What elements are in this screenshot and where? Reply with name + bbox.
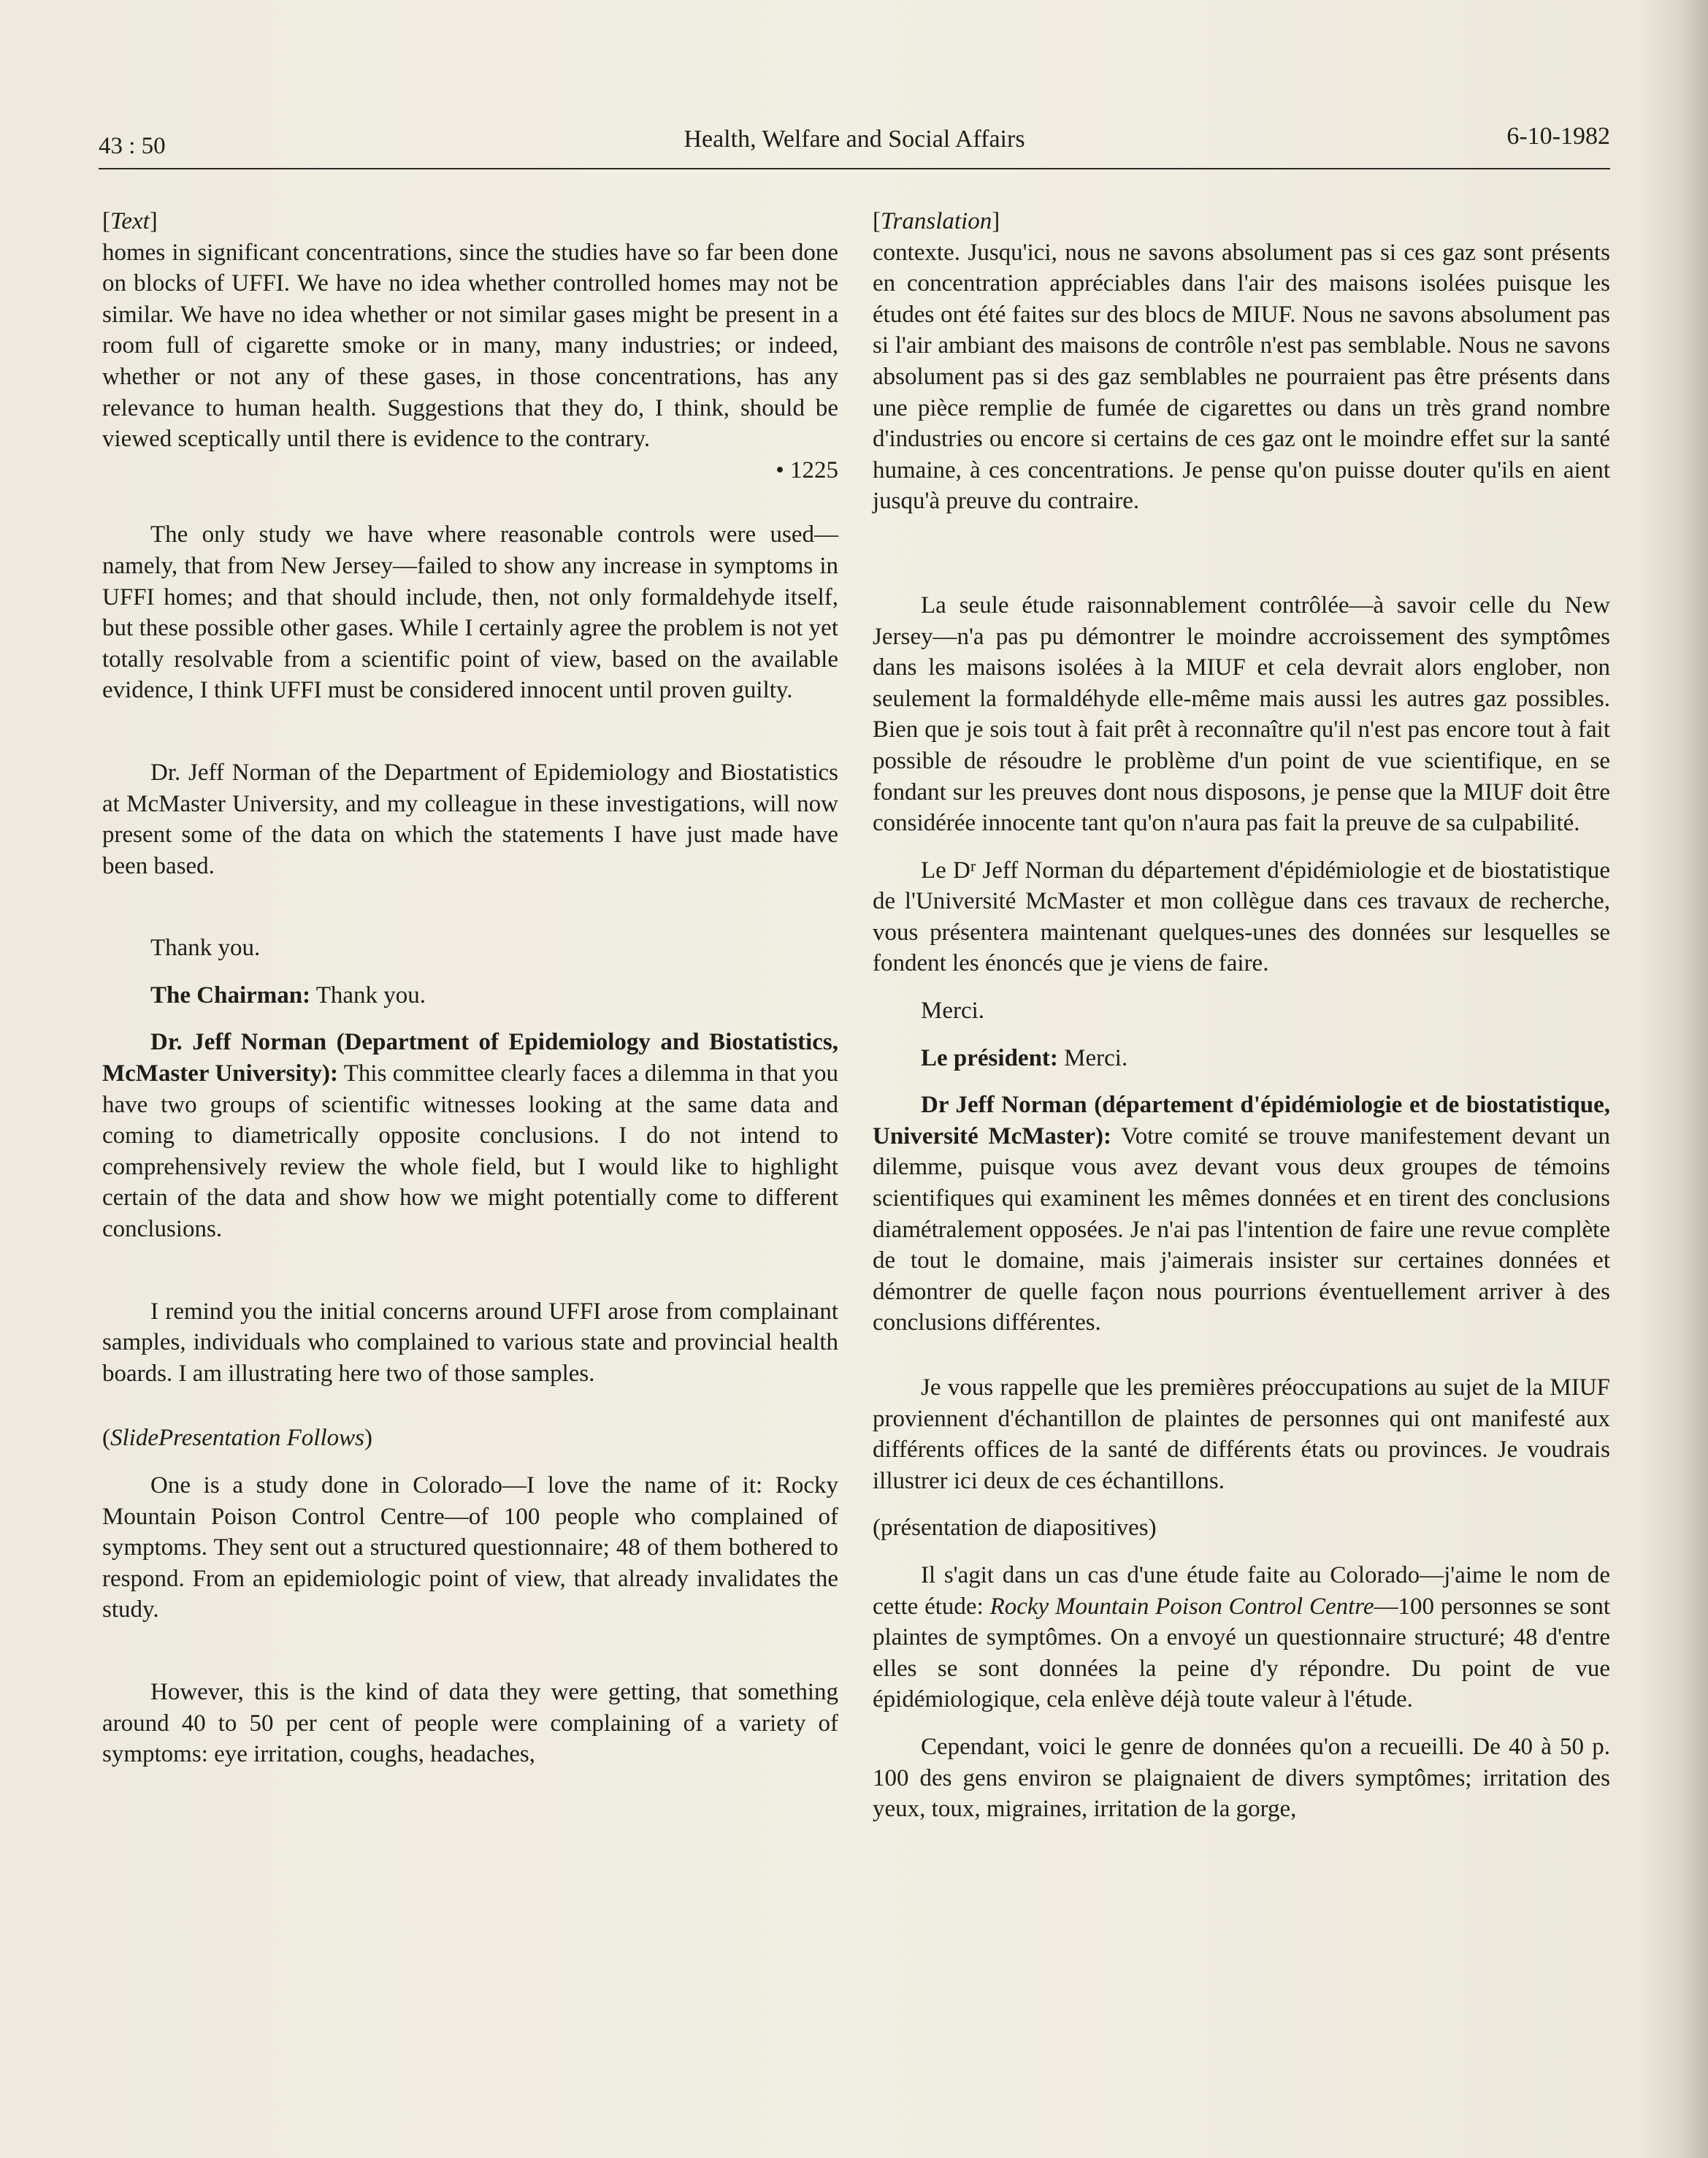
page-header xyxy=(99,123,1610,169)
french-column xyxy=(873,206,1610,1825)
page-number: 43 : 50 xyxy=(99,133,166,159)
paragraph: homes in significant concentrations, since the studies have so far been done on blocks of UFFI. We have no idea whether controlled homes may not be similar. We have no idea whether or not similar gases might be present in a room full of cigarette smoke or in many, many industries; or indeed, whether or not any of these gases, in those concentrations, has any relevance to human health. Suggestions that they do, I think, should be viewed sceptically until there is evidence to the contrary. xyxy=(102,239,838,453)
english-column xyxy=(102,206,838,1770)
norman-statement: Dr Jeff Norman (département d'épidémiologie et de biostatistique, Université McMaster): Votre comité se trouve manifestement devant un dilemme, puisque vous avez devant vous deux groupes de témoins scientifiques qui examinent les mêmes données et en tirent des conclusions diamétralement opposées. Je n'ai pas l'intention de faire une revue complète de tout le domaine, mais j'aimerais insister sur certaines données et démontrer de quelle façon nous pourrions éventuellement arriver à des conclusions différentes. xyxy=(873,1092,1611,1336)
paragraph: Cependant, voici le genre de données qu'on a recueilli. De 40 à 50 p. 100 des gens environ se plaignaient de divers symptômes; irritation des yeux, toux, migraines, irritation de la gorge, xyxy=(873,1733,1610,1823)
chairman-remark: The Chairman: Thank you. xyxy=(150,982,426,1009)
speaker-name: Le président: xyxy=(921,1044,1058,1071)
paragraph: Dr. Jeff Norman of the Department of Epidemiology and Biostatistics at McMaster University, and my colleague in these investigations, will now present some of the data on which the statements I have just made have been based. xyxy=(102,759,838,879)
time-marker: • 1225 xyxy=(776,456,838,483)
paragraph: Le $D^r$ Jeff Norman du département d'épidémiologie et de biostatistique de l'Université McMaster et mon collègue dans ces travaux de recherche, vous présentera maintenant quelques-unes des données sur lesquelles se fondent les énoncés que je viens de faire. xyxy=(873,856,1610,977)
paragraph: One is a study done in Colorado—I love the name of it: Rocky Mountain Poison Control Centre—of 100 people who complained of symptoms. They sent out a structured questionnaire; 48 of them bothered to respond. From an epidemiologic point of view, that already invalidates the study. xyxy=(102,1472,838,1623)
speaker-name: Dr Jeff Norman (département d'épidémiologie et de biostatistique, Université McMaster): xyxy=(873,1092,1610,1149)
paragraph: Il s'agit dans un cas d'une étude faite au Colorado—j'aime le nom de cette étude: Rocky Mountain Poison Control Centre—100 personnes se sont plaintes de symptômes. On a envoyé un questionnaire structuré; 48 d'entre elles se sont données la peine d'y répondre. Du point de vue épidémiologique, cela enlève déjà toute valeur à l'étude. xyxy=(873,1561,1610,1713)
text-label: [Text] xyxy=(102,208,158,234)
speaker-name: The Chairman: xyxy=(150,982,311,1009)
paragraph: The only study we have where reasonable controls were used—namely, that from New Jersey—failed to show any increase in symptoms in UFFI homes; and that should include, then, not only formaldehyde itself, but these possible other gases. While I certainly agree the problem is not yet totally resolvable from a scientific point of view, based on the available evidence, I think UFFI must be considered innocent until proven guilty. xyxy=(102,521,838,704)
speaker-name: Dr. Jeff Norman (Department of Epidemiology and Biostatistics, McMaster University): xyxy=(102,1029,838,1087)
paragraph: La seule étude raisonnablement contrôlée—à savoir celle du New Jersey—n'a pas pu démontrer le moindre accroissement des symptômes dans les maisons isolées à la MIUF et cela devrait alors englober, non seulement la formaldéhyde elle-même mais aussi les autres gaz possibles. Bien que je sois tout à fait prêt à reconnaître qu'il n'est pas encore tout à fait possible de résoudre le problème d'un point de vue scientifique, en se fondant sur les preuves dont nous disposons, je pense que la MIUF doit être considérée innocente tant qu'on n'aura pas fait la preuve de sa culpabilité. xyxy=(873,592,1610,837)
paragraph: I remind you the initial concerns around UFFI arose from complainant samples, individuals who complained to various state and provincial health boards. I am illustrating here two of those samples. xyxy=(102,1298,838,1387)
slide-note: (SlidePresentation Follows) xyxy=(102,1425,372,1452)
translation-label: [Translation] xyxy=(873,208,1000,234)
running-title: Health, Welfare and Social Affairs xyxy=(683,126,1025,153)
paragraph: However, this is the kind of data they were getting, that something around 40 to 50 per cent of people were complaining of a variety of symptoms: eye irritation, coughs, headaches, xyxy=(102,1678,838,1768)
paragraph: Je vous rappelle que les premières préoccupations au sujet de la MIUF proviennent d'échantillon de plaintes de personnes qui ont manifesté aux différents offices de la santé de différents états ou provinces. Je voudrais illustrer ici deux de ces échantillons. xyxy=(873,1374,1610,1494)
paragraph: contexte. Jusqu'ici, nous ne savons absolument pas si ces gaz sont présents en concentration appréciables dans l'air des maisons isolées puisque les études ont été faites sur des blocs de MIUF. Nous ne savons absolument pas si l'air ambiant des maisons de contrôle n'est pas semblable. Nous ne savons absolument pas si des gaz semblables ne pourraient pas être présents dans une pièce remplie de fumée de cigarettes ou dans un très grand nombre d'industries ou encore si certains de ces gaz ont le moindre effet sur la santé humaine, à ces concentrations. Je pense qu'on puisse douter qu'ils en aient jusqu'à preuve du contraire. xyxy=(873,239,1610,515)
chairman-remark: Le président: Merci. xyxy=(921,1044,1128,1071)
paragraph: Thank you. xyxy=(150,935,261,962)
header-date: 6-10-1982 xyxy=(1506,123,1610,150)
slide-note: (présentation de diapositives) xyxy=(873,1515,1157,1542)
paragraph: Merci. xyxy=(921,998,985,1025)
norman-statement: Dr. Jeff Norman (Department of Epidemiology and Biostatistics, McMaster University): This committee clearly faces a dilemma in that you have two groups of scientific witnesses looking at the same data and coming to diametrically opposite conclusions. I do not intend to comprehensively review the whole field, but I would like to highlight certain of the data and show how we might potentially come to different conclusions. xyxy=(102,1029,838,1243)
